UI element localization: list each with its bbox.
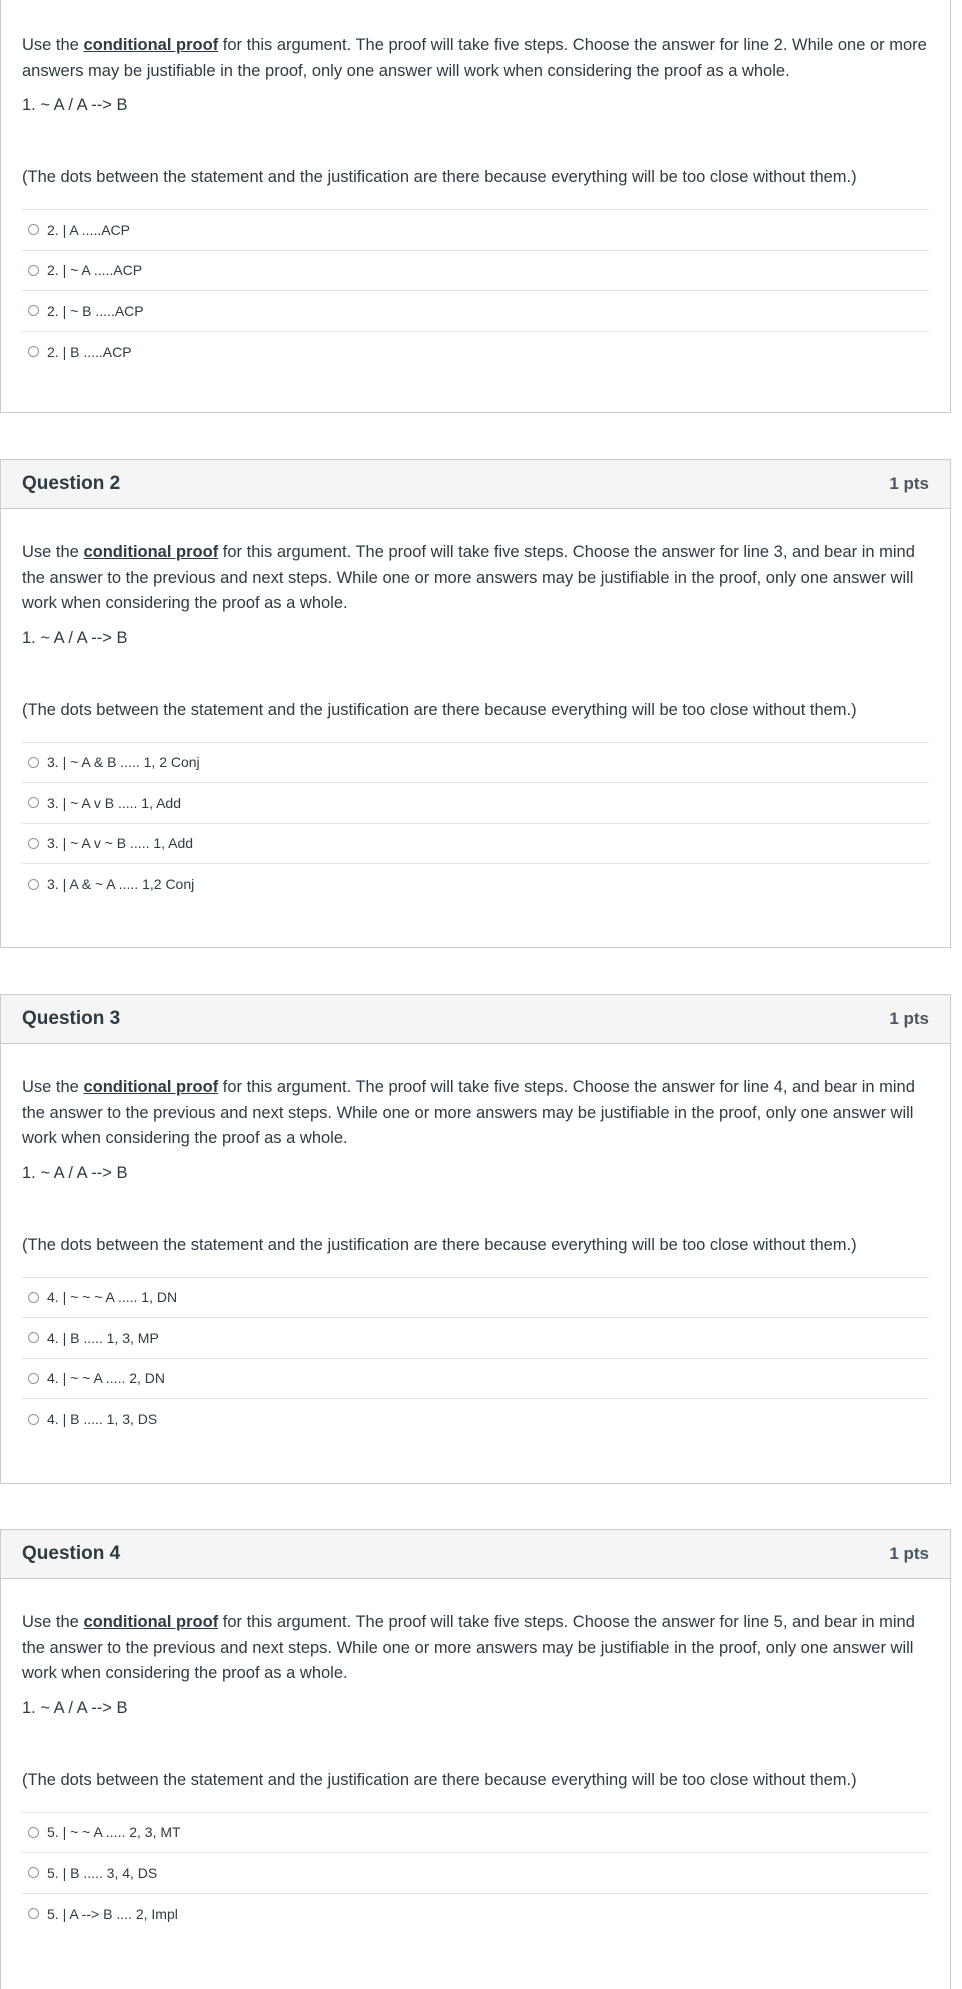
question-title: Question 2 xyxy=(22,473,121,494)
radio-button[interactable] xyxy=(28,1414,39,1425)
note: (The dots between the statement and the justification are there because everything will be too close without them.) xyxy=(22,700,857,719)
answer-option[interactable]: 4. | ~ ~ ~ A ..... 1, DN xyxy=(22,1278,929,1319)
question-points: 1 pts xyxy=(889,1009,929,1028)
radio-button[interactable] xyxy=(28,757,39,768)
question-text: Use the conditional proof for this argument. The proof will take five steps. Choose the answer for line 4, and bear in mind the answer to the previous and next steps. While one or more answers may be justifiable in the proof, only one answer will work when considering the proof as a whole. xyxy=(22,1078,915,1147)
answer-option[interactable]: 4. | B ..... 1, 3, MP xyxy=(22,1318,929,1359)
question-header xyxy=(1,1530,950,1579)
answer-list xyxy=(22,1812,929,1935)
answer-option[interactable]: 3. | ~ A v B ..... 1, Add xyxy=(22,783,929,824)
question-header xyxy=(1,460,950,509)
conditional-proof-link[interactable]: conditional proof xyxy=(83,36,219,54)
question-points: 1 pts xyxy=(889,474,929,493)
answer-option[interactable]: 5. | ~ ~ A ..... 2, 3, MT xyxy=(22,1813,929,1854)
note: (The dots between the statement and the justification are there because everything will be too close without them.) xyxy=(22,1770,857,1789)
premise: 1. ~ A / A --> B xyxy=(22,1698,128,1717)
conditional-proof-link[interactable]: conditional proof xyxy=(83,1613,219,1631)
answer-option[interactable]: 2. | A .....ACP xyxy=(22,210,929,251)
radio-button[interactable] xyxy=(28,1332,39,1343)
answer-list xyxy=(22,1277,929,1440)
question-3 xyxy=(0,994,951,1484)
radio-button[interactable] xyxy=(28,797,39,808)
answer-option[interactable]: 5. | A --> B .... 2, Impl xyxy=(22,1894,929,1935)
answer-list xyxy=(22,742,929,905)
premise: 1. ~ A / A --> B xyxy=(22,96,128,114)
conditional-proof-link[interactable]: conditional proof xyxy=(83,1078,219,1096)
answer-option[interactable]: 2. | ~ A .....ACP xyxy=(22,251,929,292)
answer-option[interactable]: 5. | B ..... 3, 4, DS xyxy=(22,1853,929,1894)
radio-button[interactable] xyxy=(28,1373,39,1384)
radio-button[interactable] xyxy=(28,879,39,890)
radio-button[interactable] xyxy=(28,1908,39,1919)
answer-option[interactable]: 2. | ~ B .....ACP xyxy=(22,291,929,332)
question-2 xyxy=(0,459,951,948)
premise: 1. ~ A / A --> B xyxy=(22,1163,128,1182)
answer-option[interactable]: 2. | B .....ACP xyxy=(22,332,929,373)
question-points: 1 pts xyxy=(889,1544,929,1563)
question-1 xyxy=(0,0,951,413)
answer-option[interactable]: 3. | ~ A & B ..... 1, 2 Conj xyxy=(22,743,929,784)
answer-option[interactable]: 4. | ~ ~ A ..... 2, DN xyxy=(22,1359,929,1400)
radio-button[interactable] xyxy=(28,265,39,276)
note: (The dots between the statement and the justification are there because everything will be too close without them.) xyxy=(22,168,857,186)
question-title: Question 3 xyxy=(22,1008,121,1029)
note: (The dots between the statement and the justification are there because everything will be too close without them.) xyxy=(22,1235,857,1254)
answer-option[interactable]: 3. | ~ A v ~ B ..... 1, Add xyxy=(22,824,929,865)
question-text: Use the conditional proof for this argument. The proof will take five steps. Choose the answer for line 2. While one or more answers may be justifiable in the proof, only one answer will work when considering the proof as a whole. xyxy=(22,36,927,80)
question-4 xyxy=(0,1529,951,1989)
question-title: Question 4 xyxy=(22,1543,121,1564)
question-header xyxy=(1,995,950,1044)
radio-button[interactable] xyxy=(28,1867,39,1878)
radio-button[interactable] xyxy=(28,838,39,849)
radio-button[interactable] xyxy=(28,346,39,357)
question-text: Use the conditional proof for this argument. The proof will take five steps. Choose the answer for line 3, and bear in mind the answer to the previous and next steps. While one or more answers may be justifiable in the proof, only one answer will work when considering the proof as a whole. xyxy=(22,543,915,612)
conditional-proof-link[interactable]: conditional proof xyxy=(83,543,219,561)
radio-button[interactable] xyxy=(28,1827,39,1838)
answer-option[interactable]: 4. | B ..... 1, 3, DS xyxy=(22,1399,929,1440)
radio-button[interactable] xyxy=(28,305,39,316)
answer-option[interactable]: 3. | A & ~ A ..... 1,2 Conj xyxy=(22,864,929,905)
answer-list xyxy=(22,209,929,372)
radio-button[interactable] xyxy=(28,224,39,235)
question-text: Use the conditional proof for this argument. The proof will take five steps. Choose the answer for line 5, and bear in mind the answer to the previous and next steps. While one or more answers may be justifiable in the proof, only one answer will work when considering the proof as a whole. xyxy=(22,1613,915,1682)
radio-button[interactable] xyxy=(28,1292,39,1303)
premise: 1. ~ A / A --> B xyxy=(22,628,128,647)
